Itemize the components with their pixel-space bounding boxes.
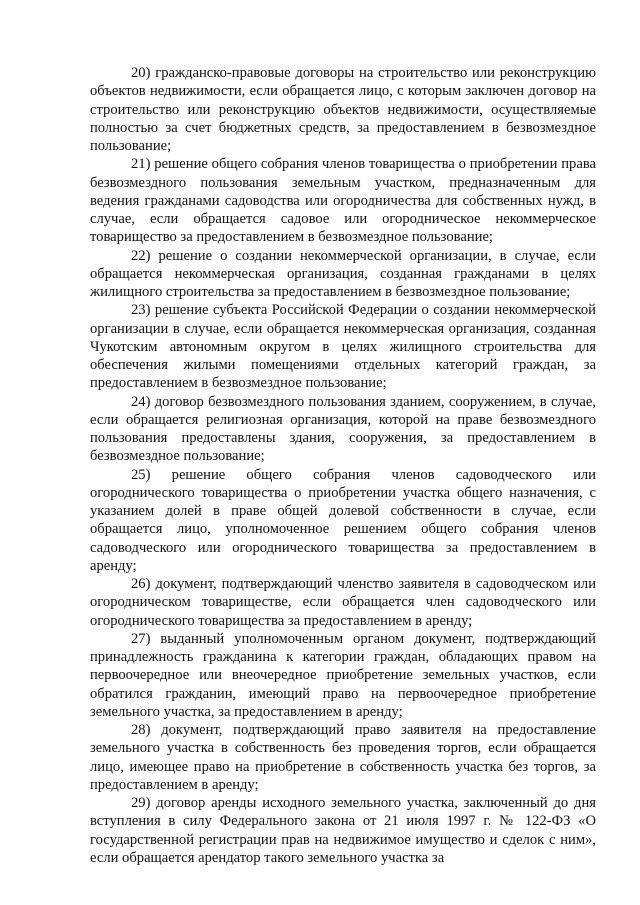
- list-item-29: 29) договор аренды исходного земельного участка, заключенный до дня вступления в силу Федерального закона от 21 июля 1997 г. № 122-ФЗ «О государственной регистрации прав на недвижимое имущество и сделок с ним», если обращается арендатор такого земельного участка за: [90, 795, 596, 866]
- list-item-20: 20) гражданско-правовые договоры на строительство или реконструкцию объектов недвижимости, если обращается лицо, с которым заключен договор на строительство или реконструкцию объектов недвижимости, осуществляемые полностью за счет бюджетных средств, за предоставлением в безвозмездное пользование;: [90, 65, 596, 154]
- list-item-23: 23) решение субъекта Российской Федерации о создании некоммерческой организации в случае, если обращается некоммерческая организация, созданная Чукотским автономным округом в целях жилищного строительства для обеспечения жилыми помещениями отдельных категорий граждан, за предоставлением в безвозмездное пользование;: [90, 302, 596, 392]
- list-item-25: 25) решение общего собрания членов садоводческого или огороднического товарищества о приобретении участка общего назначения, с указанием долей в праве общей долевой собственности в случае, если обращается лицо, уполномоченное решением общего собрания членов садоводческого или огороднического товарищества за предоставлением в аренду;: [90, 466, 596, 574]
- list-item-26: 26) документ, подтверждающий членство заявителя в садоводческом или огородническом товариществе, если обращается член садоводческого или огороднического товарищества за предоставлением в аренду;: [90, 576, 596, 629]
- list-item-22: 22) решение о создании некоммерческой организации, в случае, если обращается некоммерческая организация, созданная гражданами в целях жилищного строительства за предоставлением в безвозмездное пользование;: [90, 247, 596, 300]
- list-item-27: 27) выданный уполномоченным органом документ, подтверждающий принадлежность гражданина к категории граждан, обладающих правом на первоочередное или внеочередное приобретение земельных участков, если обратился гражданин, имеющий право на первоочередное приобретение земельного участка, за предоставлением в аренду;: [90, 630, 596, 720]
- list-item-24: 24) договор безвозмездного пользования зданием, сооружением, в случае, если обращается религиозная организация, которой на праве безвозмездного пользования предоставлены здания, сооружения, за предоставлением в безвозмездное пользование;: [90, 393, 596, 465]
- document-page: [90, 64, 596, 867]
- list-item-21: 21) решение общего собрания членов товарищества о приобретении права безвозмездного пользования земельным участком, предназначенным для ведения гражданами садоводства или огородничества для собственных нужд, в случае, если обращается садовое или огородническое некоммерческое товарищество за предоставлением в безвозмездное пользование;: [90, 156, 596, 246]
- list-item-28: 28) документ, подтверждающий право заявителя на предоставление земельного участка в собственность без проведения торгов, если обращается лицо, имеющее право на приобретение в собственность участка без торгов, за предоставлением в аренду;: [90, 722, 596, 793]
